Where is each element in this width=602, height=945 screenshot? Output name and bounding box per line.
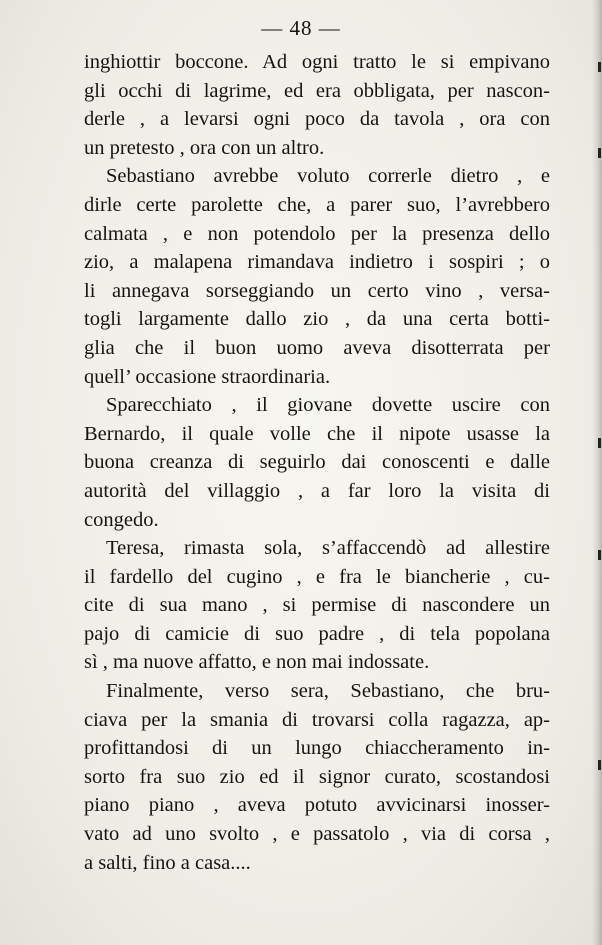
text-line: congedo. — [84, 508, 159, 531]
edge-mark — [598, 62, 601, 72]
text-line: glia che il buon uomo aveva disotterrata per — [84, 336, 550, 359]
text-line: Teresa, rimasta sola, s’affaccendò ad allestire — [106, 537, 550, 560]
text-line: pajo di camicie di suo padre , di tela popolana — [84, 622, 550, 645]
edge-mark — [598, 760, 601, 770]
text-line: cite di sua mano , si permise di nascondere un — [84, 594, 550, 617]
text-line: li annegava sorseggiando un certo vino , versa- — [84, 279, 550, 302]
text-line: zio, a malapena rimandava indietro i sospiri ; o — [84, 251, 550, 274]
text-line: buona creanza di seguirlo dai conoscenti e dalle — [84, 451, 550, 474]
text-line: profittandosi di un lungo chiaccheramento in- — [84, 737, 550, 760]
text-line: piano piano , aveva potuto avvicinarsi inosser- — [84, 794, 550, 817]
text-line: il fardello del cugino , e fra le biancherie , cu- — [84, 565, 550, 588]
text-line: derle , a levarsi ogni poco da tavola , ora con — [84, 108, 550, 131]
edge-mark — [598, 438, 601, 448]
edge-mark — [598, 550, 601, 560]
text-line: ciava per la smania di trovarsi colla ragazza, ap- — [84, 708, 550, 731]
text-line: inghiottir boccone. Ad ogni tratto le si empivano — [84, 51, 550, 73]
text-line: sì , ma nuove affatto, e non mai indossate. — [84, 651, 430, 674]
text-line: un pretesto , ora con un altro. — [84, 136, 325, 159]
text-line: quell’ occasione straordinaria. — [84, 365, 331, 388]
text-line: a salti, fino a casa.... — [84, 851, 251, 874]
page-edge-shadow — [592, 0, 602, 945]
edge-mark — [598, 148, 601, 158]
text-line: Sebastiano avrebbe voluto correrle dietro , e — [106, 165, 550, 188]
page-number: — 48 — — [261, 16, 341, 40]
text-line: calmata , e non potendolo per la presenza dello — [84, 222, 550, 245]
text-line: dirle certe parolette che, a parer suo, l’avrebbero — [84, 193, 550, 216]
text-line: Finalmente, verso sera, Sebastiano, che bru- — [106, 680, 550, 703]
text-line: togli largamente dallo zio , da una certa botti- — [84, 308, 550, 331]
body-text — [84, 48, 550, 877]
text-line: sorto fra suo zio ed il signor curato, scostandosi — [84, 765, 550, 788]
text-line: autorità del villaggio , a far loro la visita di — [84, 479, 550, 502]
text-line: Bernardo, il quale volle che il nipote usasse la — [84, 422, 550, 445]
text-line: Sparecchiato , il giovane dovette uscire con — [106, 394, 550, 417]
text-line: vato ad uno svolto , e passatolo , via di corsa , — [84, 823, 550, 846]
text-line: gli occhi di lagrime, ed era obbligata, per nascon- — [84, 79, 550, 102]
